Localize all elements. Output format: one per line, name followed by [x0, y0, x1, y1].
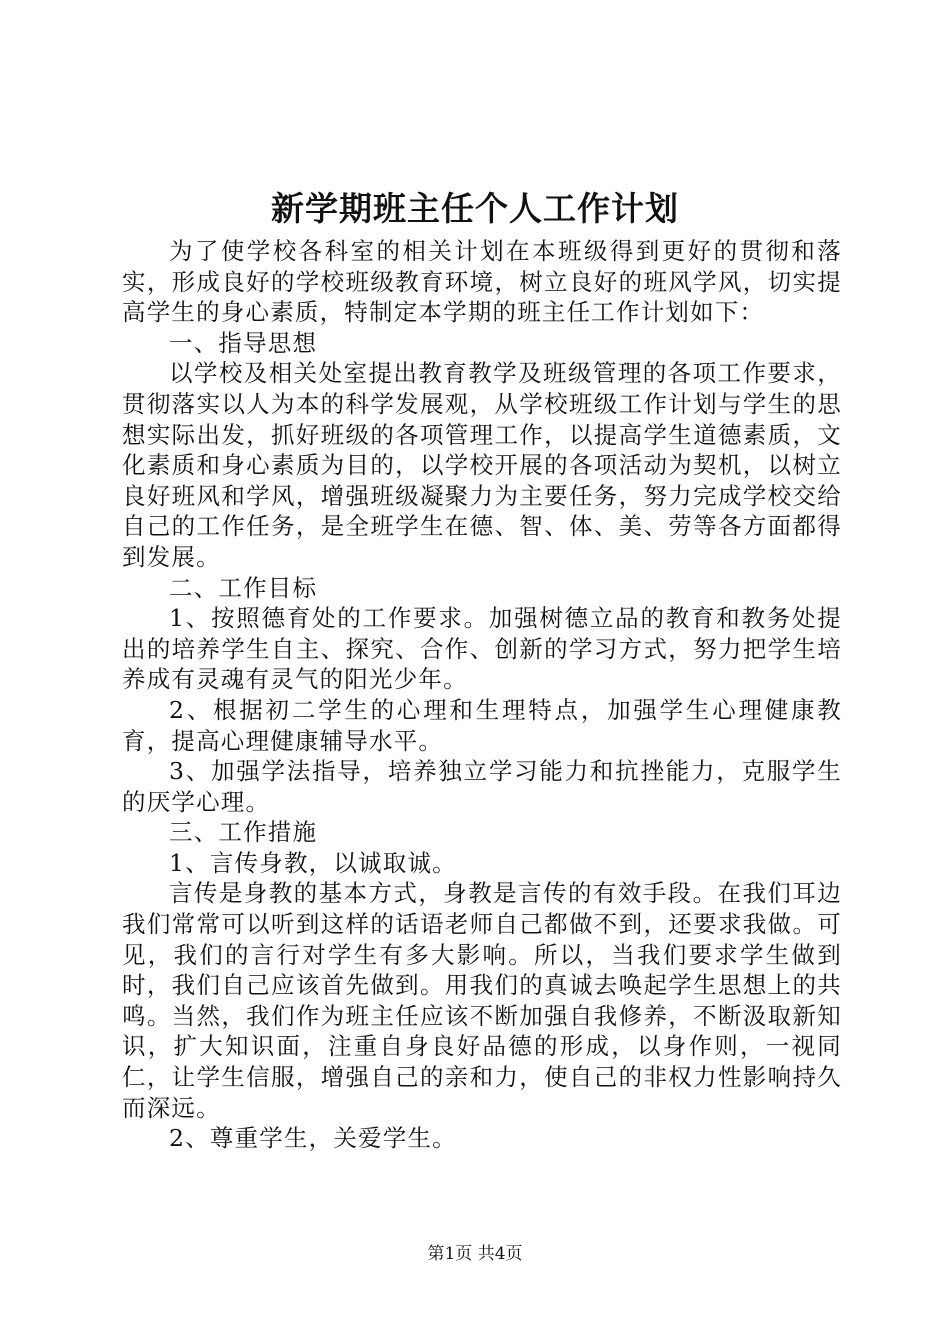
section-heading-guiding-thought: 一、指导思想: [169, 328, 318, 357]
document-title: 新学期班主任个人工作计划: [271, 189, 679, 228]
page-footer: 第1页 共4页: [427, 1244, 523, 1264]
paragraph-measure-1: 言传是身教的基本方式，身教是言传的有效手段。在我们耳边我们常常可以听到这样的话语老师自己都做不到，还要求我做。可见，我们的言行对学生有多大影响。所以，当我们要求学生做到时，我们自己应该首先做到。用我们的真诚去唤起学生思想上的共鸣。当然，我们作为班主任应该不断加强自我修养，不断汲取新知识，扩大知识面，注重自身良好品德的形成，以身作则，一视同仁，让学生信服，增强自己的亲和力，使自己的非权力性影响持久而深远。: [122, 879, 842, 1122]
section-heading-work-measures: 三、工作措施: [169, 818, 318, 847]
subheading-measure-1: 1、言传身教，以诚取诚。: [169, 848, 457, 877]
paragraph-goal-2: 2、根据初二学生的心理和生理特点，加强学生心理健康教育，提高心理健康辅导水平。: [122, 695, 842, 755]
paragraph-intro: 为了使学校各科室的相关计划在本班级得到更好的贯彻和落实，形成良好的学校班级教育环境，树立良好的班风学风，切实提高学生的身心素质，特制定本学期的班主任工作计划如下：: [122, 237, 842, 327]
paragraph-goal-1: 1、按照德育处的工作要求。加强树德立品的教育和教务处提出的培养学生自主、探究、合作、创新的学习方式，努力把学生培养成有灵魂有灵气的阳光少年。: [122, 604, 842, 694]
document-body: [122, 236, 842, 1154]
subheading-measure-2: 2、尊重学生，关爱学生。: [169, 1124, 457, 1153]
paragraph-guiding-thought: 以学校及相关处室提出教育教学及班级管理的各项工作要求，贯彻落实以人为本的科学发展观，从学校班级工作计划与学生的思想实际出发，抓好班级的各项管理工作，以提高学生道德素质，文化素质和身心素质为目的，以学校开展的各项活动为契机，以树立良好班风和学风，增强班级凝聚力为主要任务，努力完成学校交给自己的工作任务，是全班学生在德、智、体、美、劳等各方面都得到发展。: [122, 359, 842, 571]
section-heading-work-goals: 二、工作目标: [169, 573, 318, 602]
paragraph-goal-3: 3、加强学法指导，培养独立学习能力和抗挫能力，克服学生的厌学心理。: [122, 757, 842, 816]
